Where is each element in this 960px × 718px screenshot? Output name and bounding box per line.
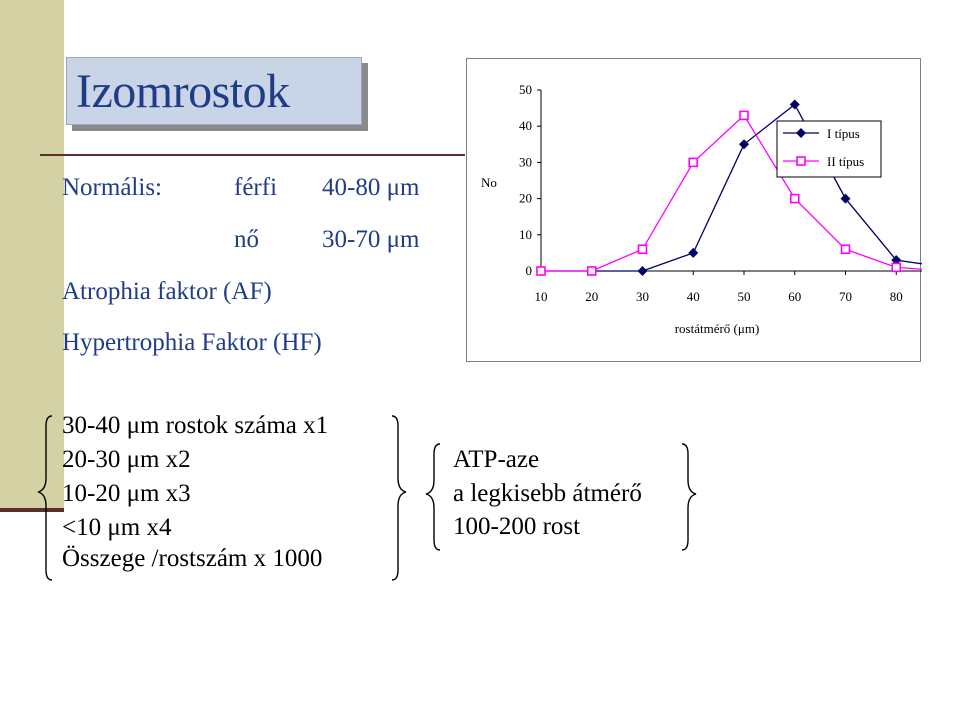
x-tick-label: 30 [636,289,649,304]
female-range: 30-70 μm [322,226,420,253]
legend-label: II típus [827,154,865,169]
fiber-diameter-chart [466,58,921,362]
legend-label: I típus [827,126,860,141]
data-point [842,245,850,253]
atp-line-2: a legkisebb átmérő [453,480,642,507]
data-point [740,111,748,119]
calc-line-2: 20-30 μm x2 [62,446,191,473]
y-tick-label: 20 [519,190,532,206]
x-tick-label: 40 [686,289,700,304]
hf-label: Hypertrophia Faktor (HF) [62,329,322,356]
x-tick-label: 20 [585,289,599,304]
calc-line-4: <10 μm x4 [62,514,172,541]
x-tick-label: 50 [737,289,751,304]
chart-svg [467,59,922,363]
male-label: férfi [234,174,278,201]
data-point [638,266,648,276]
data-point [639,245,647,253]
calc-left-brace [38,416,52,580]
calc-right-brace [392,416,406,580]
x-tick-label: 60 [788,289,802,304]
y-tick-label: 40 [519,118,532,134]
atp-left-brace [426,444,440,550]
y-tick-label: 0 [525,263,532,278]
y-tick-label: 50 [519,82,532,97]
data-point [689,158,697,166]
data-point [791,195,799,203]
data-point [892,263,900,271]
calc-line-5: Összege /rostszám x 1000 [62,545,323,572]
atp-line-1: ATP-aze [453,446,540,473]
calc-line-3: 10-20 μm x3 [62,480,191,507]
male-range: 40-80 μm [322,174,420,201]
x-tick-label: 70 [839,289,852,304]
data-point [588,267,596,275]
slide-title: Izomrostok [76,65,290,118]
header-rule [40,154,465,156]
normal-label: Normális: [62,174,162,201]
y-tick-label: 10 [519,226,532,242]
x-tick-label: 80 [889,289,903,304]
x-tick-label: 10 [534,289,548,304]
y-tick-label: 30 [519,154,532,170]
legend-marker [797,157,805,165]
atp-line-3: 100-200 rost [453,513,581,540]
female-label: nő [234,226,259,253]
af-label: Atrophia faktor (AF) [62,278,272,305]
y-axis-label: No [481,175,497,190]
data-point [537,267,545,275]
calc-line-1: 30-40 μm rostok száma x1 [62,412,329,439]
atp-right-brace [682,444,696,550]
data-point [688,248,698,258]
x-axis-label: rostátmérő (μm) [674,321,760,336]
